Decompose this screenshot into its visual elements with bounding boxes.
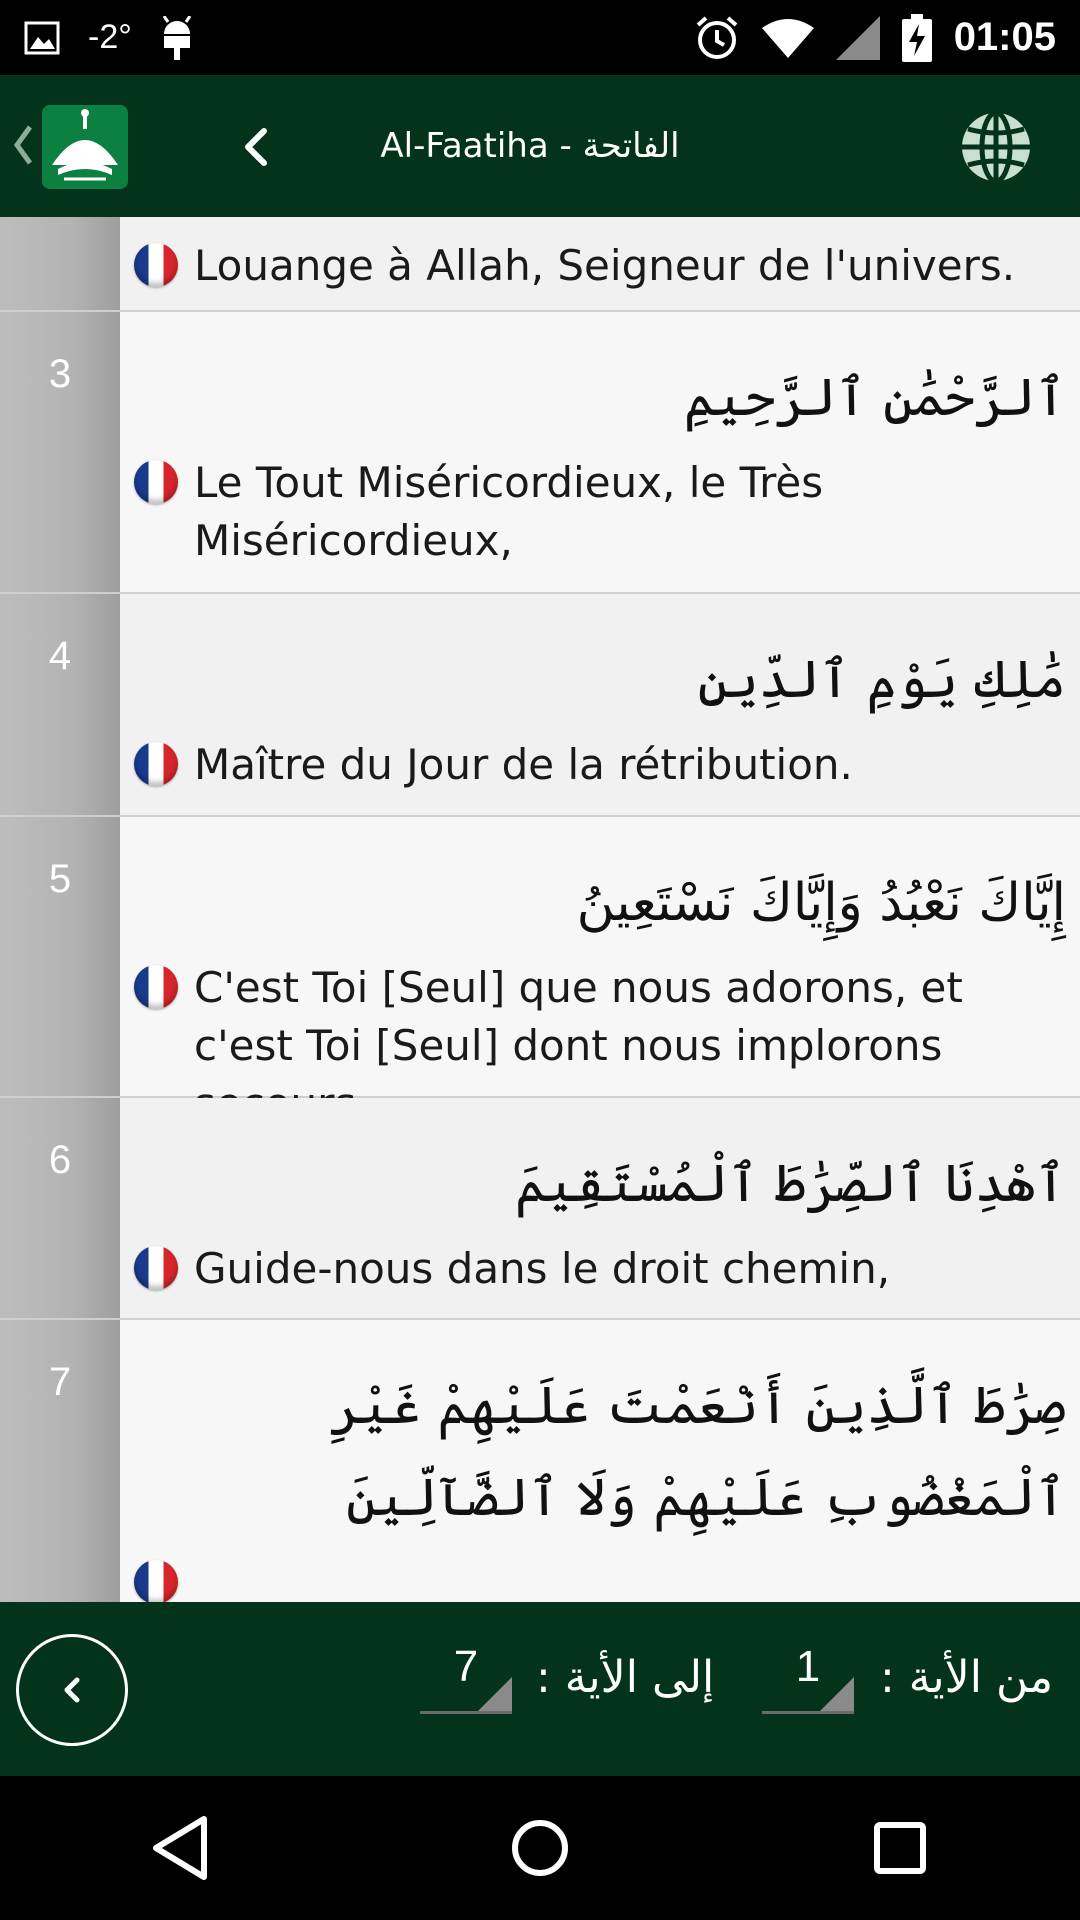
gallery-notification-icon xyxy=(24,21,60,55)
alarm-icon xyxy=(694,15,740,61)
verse-number: 7 xyxy=(0,1320,120,1602)
verse-arabic: ٱهْدِنَا ٱلصِّرَٰطَ ٱلْمُسْتَقِيمَ xyxy=(514,1154,1066,1214)
dropdown-corner-icon xyxy=(478,1677,512,1711)
france-flag-icon xyxy=(134,965,178,1009)
verse-translation: Guide-nous dans le droit chemin, xyxy=(194,1244,891,1293)
verse-number: 5 xyxy=(0,817,120,1096)
dropdown-corner-icon xyxy=(820,1677,854,1711)
verse-arabic: مَٰلِكِ يَوْمِ ٱلدِّينِ xyxy=(697,650,1066,710)
back-chevron-icon[interactable] xyxy=(236,125,276,169)
verse-row[interactable] xyxy=(0,312,1080,594)
app-logo[interactable] xyxy=(42,105,128,189)
nav-home-button[interactable] xyxy=(495,1803,585,1893)
status-bar xyxy=(0,0,1080,75)
from-verse-label: من الأية : xyxy=(880,1652,1054,1703)
to-verse-label: إلى الأية : xyxy=(536,1652,715,1703)
chevron-left-icon xyxy=(57,1670,87,1710)
triangle-back-icon xyxy=(150,1815,210,1881)
app-toolbar xyxy=(0,75,1080,217)
verse-arabic: ٱلرَّحْمَٰنِ ٱلرَّحِيمِ xyxy=(683,368,1066,428)
verse-arabic: صِرَٰطَ ٱلَّذِينَ أَنْعَمْتَ عَلَيْهِمْ غَيْرِ ٱلْمَغْضُوبِ عَلَيْهِمْ وَلَا ٱلضَّآلِّينَ xyxy=(329,1376,1066,1528)
temperature-text: -2° xyxy=(88,18,132,56)
verse-translation: C'est Toi [Seul] que nous adorons, et c'est Toi [Seul] dont nous implorons xyxy=(194,963,963,1070)
verse-row[interactable] xyxy=(0,817,1080,1098)
nav-recents-button[interactable] xyxy=(855,1803,945,1893)
from-verse-value: 1 xyxy=(795,1642,821,1691)
to-verse-spinner[interactable] xyxy=(420,1642,512,1714)
circle-home-icon xyxy=(510,1818,570,1878)
android-debug-icon xyxy=(160,16,194,60)
verse-row[interactable] xyxy=(0,1320,1080,1602)
france-flag-icon xyxy=(134,460,178,504)
verse-row[interactable] xyxy=(0,1098,1080,1320)
verse-translation: Louange à Allah, Seigneur de l'univers. xyxy=(194,241,1016,290)
mosque-logo-icon xyxy=(42,105,128,189)
verse-translation: Maître du Jour de la rétribution. xyxy=(194,740,853,789)
france-flag-icon xyxy=(134,1246,178,1290)
square-recents-icon xyxy=(872,1820,928,1876)
wifi-icon xyxy=(762,18,814,58)
verse-row[interactable] xyxy=(0,217,1080,312)
verse-number: 4 xyxy=(0,594,120,815)
france-flag-icon xyxy=(134,1560,178,1602)
france-flag-icon xyxy=(134,243,178,287)
verse-translation: Le Tout Miséricordieux, le Très Miséricordieux, xyxy=(194,458,824,565)
previous-button[interactable] xyxy=(16,1634,128,1746)
verse-number: 3 xyxy=(0,312,120,592)
globe-icon[interactable] xyxy=(958,109,1034,185)
from-verse-spinner[interactable] xyxy=(762,1642,854,1714)
cell-signal-icon xyxy=(836,16,880,60)
surah-title: Al-Faatiha - الفاتحة xyxy=(380,126,680,166)
verse-number xyxy=(0,217,120,310)
battery-charging-icon xyxy=(902,14,932,62)
verse-row[interactable] xyxy=(0,594,1080,817)
verse-list[interactable] xyxy=(0,217,1080,1602)
verse-number: 6 xyxy=(0,1098,120,1318)
clock-time: 01:05 xyxy=(953,15,1056,59)
system-nav-bar xyxy=(0,1776,1080,1920)
france-flag-icon xyxy=(134,742,178,786)
verse-arabic: إِيَّاكَ نَعْبُدُ وَإِيَّاكَ نَسْتَعِينُ xyxy=(576,873,1066,933)
drawer-chevron-icon[interactable] xyxy=(12,123,34,167)
verse-range-bar xyxy=(0,1602,1080,1776)
to-verse-value: 7 xyxy=(453,1642,479,1691)
nav-back-button[interactable] xyxy=(135,1803,225,1893)
